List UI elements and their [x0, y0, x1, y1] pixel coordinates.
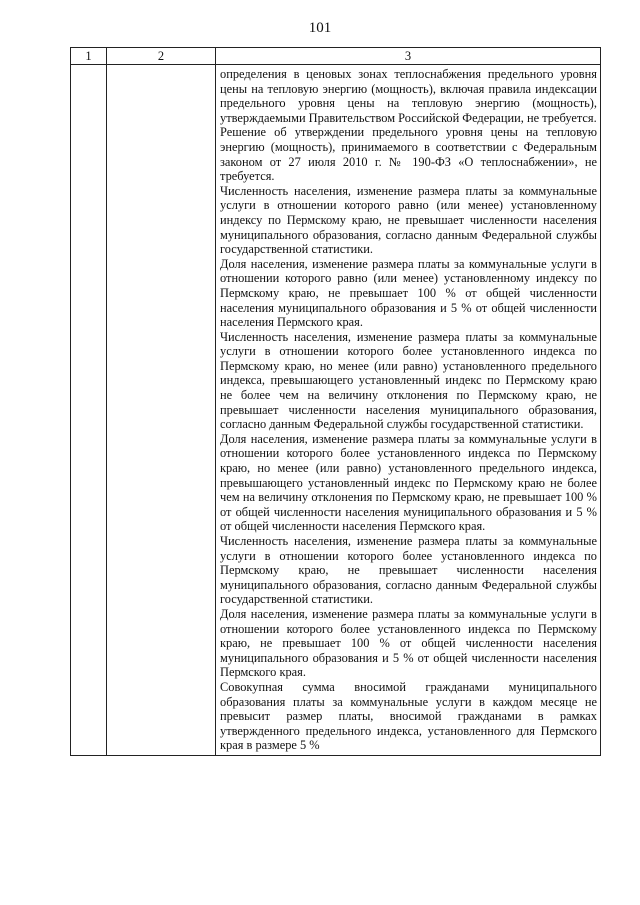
paragraph-population-equal-index: Численность населения, изменение размера платы за коммунальные услуги в отношении которого равно (или менее) установленному индексу по Пермскому краю, не превышает численности населения муниципального образования, согласно данным Федеральной службы государственной статистики. [220, 183, 597, 257]
paragraph-share-limit-index: Доля населения, изменение размера платы за коммунальные услуги в отношении которого более установленного индекса по Пермскому краю, но менее (или равно) установленного предельного индекса, превышающего установленный индекс по Пермскому краю не более чем на величину отклонения по Пермскому краю, не превышает 100 % от общей численности населения муниципального образования и 5 % от общей численности населения Пермского края. [220, 431, 597, 534]
paragraph-total-payment: Совокупная сумма вносимой гражданами муниципального образования платы за коммунальные услуги в каждом месяце не превысит размер платы, вносимой гражданами в рамках утвержденного предельного индекса, установленного для Пермского края в размере 5 % [220, 679, 597, 753]
page-number: 101 [308, 20, 332, 36]
table-header-row [71, 48, 601, 65]
cell-text-content [216, 65, 600, 755]
paragraph-population-above-index: Численность населения, изменение размера платы за коммунальные услуги в отношении которого более установленного индекса по Пермскому краю, не превышает численности населения муниципального образования, согласно данным Федеральной службы государственной статистики. [220, 534, 597, 607]
paragraph-price-zones: определения в ценовых зонах теплоснабжения предельного уровня цены на тепловую энергию (мощность), включая правила индексации предельного уровня цены на тепловую энергию (мощность), утверждаемыми Правительством Российской Федерации, не требуется. [220, 67, 597, 125]
column-header-1: 1 [71, 48, 107, 65]
paragraph-share-equal-index: Доля населения, изменение размера платы за коммунальные услуги в отношении которого равно (или менее) установленному индексу по Пермскому краю, не превышает 100 % от общей численности населения муниципального образования и 5 % от общей численности населения Пермского края. [220, 256, 597, 330]
document-table [70, 47, 601, 756]
column-3-cell [216, 65, 601, 756]
paragraph-population-limit-index: Численность населения, изменение размера платы за коммунальные услуги в отношении которого более установленного индекса по Пермскому краю, но менее (или равно) установленного предельного индекса, превышающего установленный индекс по Пермскому краю не более чем на величину отклонения по Пермскому краю, не превышает численности населения муниципального образования, согласно данным Федеральной службы государственной статистики. [220, 329, 597, 432]
paragraph-share-above-index: Доля населения, изменение размера платы за коммунальные услуги в отношении которого более установленного индекса по Пермскому краю, не превышает 100 % от общей численности населения муниципального образования и 5 % от общей численности населения Пермского края. [220, 606, 597, 680]
table-row [71, 65, 601, 756]
column-1-cell [71, 65, 107, 756]
paragraph-price-decision: Решение об утверждении предельного уровня цены на тепловую энергию (мощность), принимаемого в соответствии с Федеральным законом от 27 июля 2010 г. № 190-ФЗ «О теплоснабжении», не требуется. [220, 125, 597, 184]
column-2-cell [107, 65, 216, 756]
column-header-3: 3 [216, 48, 601, 65]
column-header-2: 2 [107, 48, 216, 65]
